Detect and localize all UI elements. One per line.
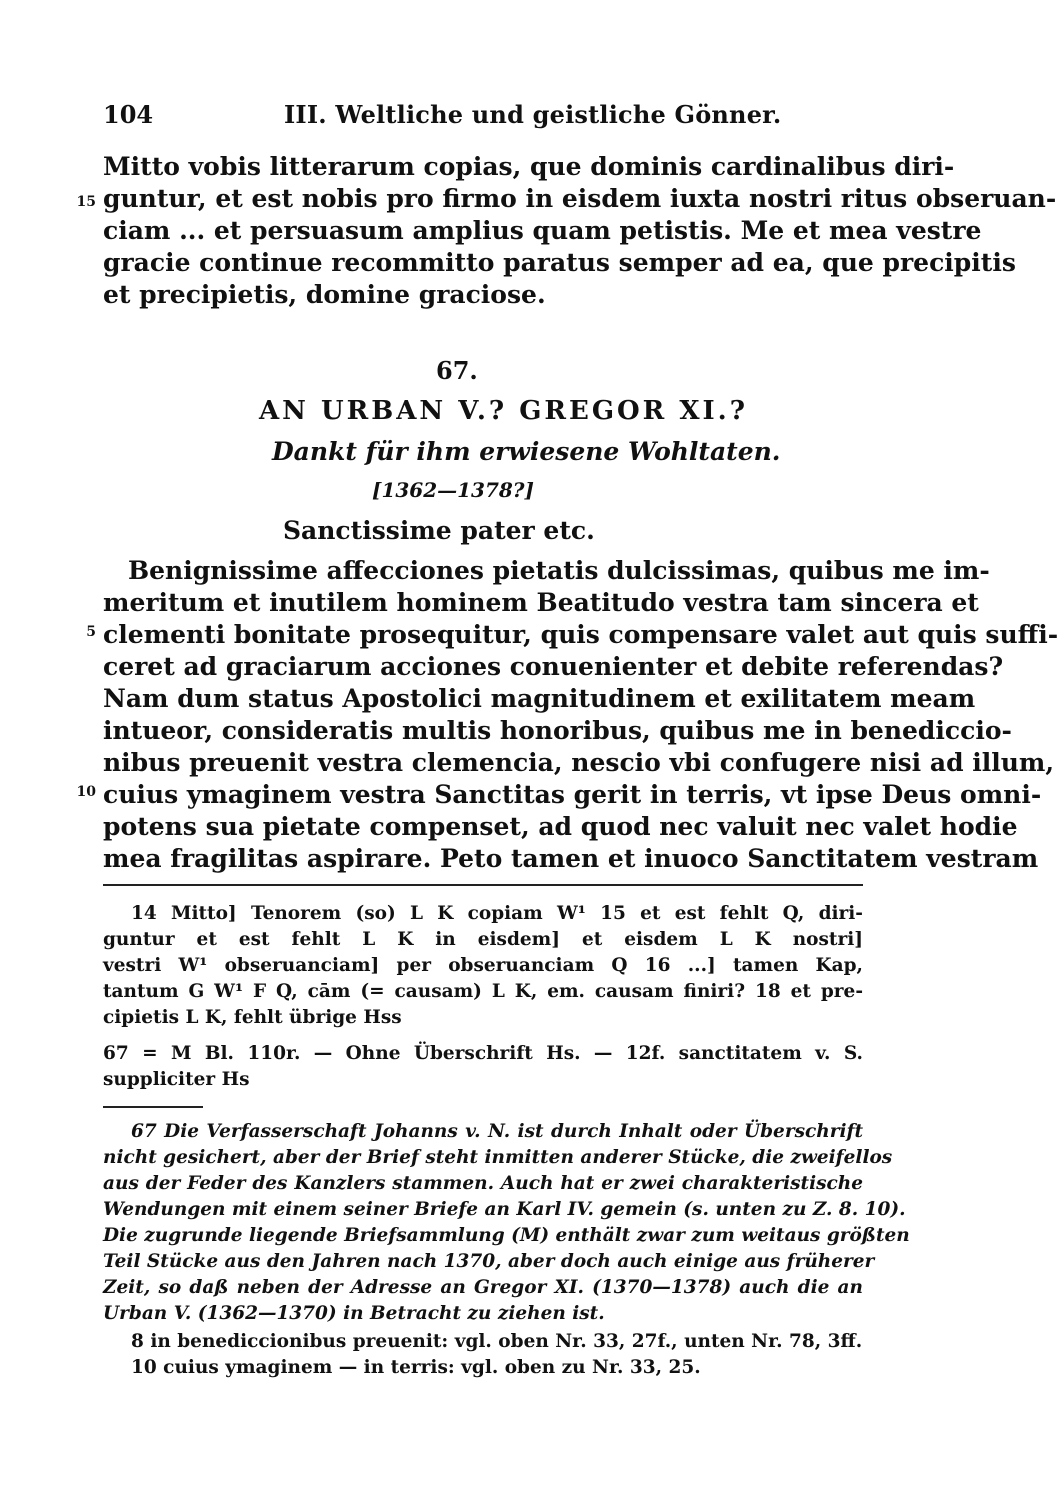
apparatus-line: vestri W¹ obseruanciam] per obseruanciam Q 16 ...] tamen Kap, xyxy=(103,955,863,976)
body-line: gracie continue recommitto paratus semper ad ea, que precipitis xyxy=(103,248,1016,277)
apparatus-line: guntur et est fehlt L K in eisdem] et eisdem L K nostri] xyxy=(103,929,863,950)
body-line: guntur, et est nobis pro firmo in eisdem iuxta nostri ritus obseruan- xyxy=(103,184,1057,213)
page-number: 104 xyxy=(103,100,154,129)
apparatus-line: 67 = M Bl. 110r. — Ohne Überschrift Hs. — 12f. sanctitatem v. S. xyxy=(103,1043,863,1064)
note-line: 67 Die Verfasserschaft Johanns v. N. ist durch Inhalt oder Überschrift xyxy=(131,1121,863,1142)
body-line: Benignissime affecciones pietatis dulcissimas, quibus me im- xyxy=(128,556,990,585)
apparatus-line: cipietis L K, fehlt übrige Hss xyxy=(103,1007,402,1028)
apparatus-line: tantum G W¹ F Q, cām (= causam) L K, em. causam finiri? 18 et pre- xyxy=(103,981,863,1002)
line-number: 15 xyxy=(76,194,96,210)
body-line: mea fragilitas aspirare. Peto tamen et inuoco Sanctitatem vestram xyxy=(103,844,1039,873)
body-line: ceret ad graciarum acciones conuenienter et debite referendas? xyxy=(103,652,1004,681)
apparatus-line: suppliciter Hs xyxy=(103,1069,250,1090)
letter-addressee: AN URBAN V.? GREGOR XI.? xyxy=(259,396,748,426)
running-title: III. Weltliche und geistliche Gönner. xyxy=(284,100,782,129)
note-line: aus der Feder des Kanzlers stammen. Auch hat er zwei charakteristische xyxy=(103,1173,863,1194)
body-line: potens sua pietate compenset, ad quod nec valuit nec valet hodie xyxy=(103,812,1018,841)
letter-salutation: Sanctissime pater etc. xyxy=(283,516,595,545)
body-line: Mitto vobis litterarum copias, que dominis cardinalibus diri- xyxy=(103,152,955,181)
note-line: Teil Stücke aus den Jahren nach 1370, aber doch auch einige aus früherer xyxy=(103,1251,875,1272)
note-line: Zeit, so daß neben der Adresse an Gregor XI. (1370—1378) auch die an xyxy=(103,1277,863,1298)
body-line: Nam dum status Apostolici magnitudinem et exilitatem meam xyxy=(103,684,976,713)
letter-date: [1362—1378?] xyxy=(372,478,534,502)
body-line: ciam ... et persuasum amplius quam petistis. Me et mea vestre xyxy=(103,216,982,245)
body-line: meritum et inutilem hominem Beatitudo vestra tam sincera et xyxy=(103,588,979,617)
note-line: Urban V. (1362—1370) in Betracht zu ziehen ist. xyxy=(103,1303,605,1324)
note-line: Die zugrunde liegende Briefsammlung (M) enthält zwar zum weitaus größten xyxy=(103,1225,910,1246)
line-number: 5 xyxy=(86,624,96,640)
notes-rule xyxy=(103,1106,203,1108)
body-line: et precipietis, domine graciose. xyxy=(103,280,546,309)
footnote-rule xyxy=(103,884,863,886)
body-line: cuius ymaginem vestra Sanctitas gerit in terris, vt ipse Deus omni- xyxy=(103,780,1042,809)
letter-subtitle: Dankt für ihm erwiesene Wohltaten. xyxy=(272,437,781,466)
xref-line: 10 cuius ymaginem — in terris: vgl. oben zu Nr. 33, 25. xyxy=(131,1357,701,1378)
line-number: 10 xyxy=(76,784,96,800)
note-line: nicht gesichert, aber der Brief steht inmitten anderer Stücke, die zweifellos xyxy=(103,1147,893,1168)
xref-line: 8 in benediccionibus preuenit: vgl. oben Nr. 33, 27f., unten Nr. 78, 3ff. xyxy=(131,1331,863,1352)
body-line: clementi bonitate prosequitur, quis compensare valet aut quis suffi- xyxy=(103,620,1058,649)
body-line: intueor, consideratis multis honoribus, quibus me in benediccio- xyxy=(103,716,1012,745)
body-line: nibus preuenit vestra clemencia, nescio vbi confugere nisi ad illum, xyxy=(103,748,1055,777)
letter-number: 67. xyxy=(436,356,478,385)
apparatus-line: 14 Mitto] Tenorem (so) L K copiam W¹ 15 et est fehlt Q, diri- xyxy=(131,903,863,924)
note-line: Wendungen mit einem seiner Briefe an Karl IV. gemein (s. unten zu Z. 8. 10). xyxy=(103,1199,906,1220)
